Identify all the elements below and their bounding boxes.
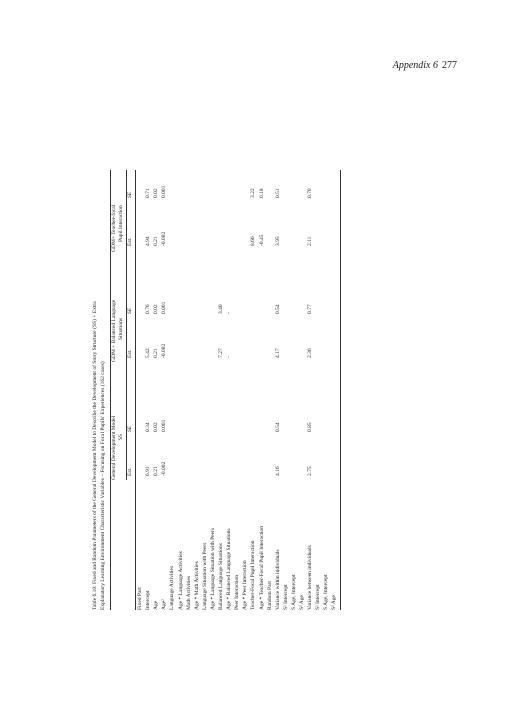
table-cell: 0.21 (153, 348, 160, 358)
table-cell: 0.02 (153, 304, 160, 314)
table-cell: 4.17 (274, 348, 281, 358)
col-header-se: SE (127, 307, 133, 314)
row-label: S² Intercept (282, 584, 289, 610)
table-cell: 2.75 (307, 466, 314, 476)
table-caption-line2: Explanatory Learning Environment Characteristic Variables – Focusing on Focal Pupils' Experiences (162 cases) (100, 361, 106, 610)
row-label: Variance between individuals (307, 545, 314, 610)
table-cell: -0.002 (161, 461, 168, 476)
col-group-gdm-ss: SS (118, 433, 124, 440)
row-label: Age (153, 600, 160, 610)
row-label: S Age, Intercept (290, 574, 297, 610)
row-label: Age² (161, 599, 168, 610)
table-cell: 4.94 (145, 236, 152, 246)
rule-bottom (340, 170, 341, 610)
row-label: S Age, Intercept (323, 574, 330, 610)
rotated-table (91, 110, 491, 610)
row-label: Fixed Part (137, 587, 143, 610)
row-label: Language Situation with Peers (201, 542, 208, 610)
row-label: Age * Peer Interaction (242, 560, 249, 610)
table-cell: 0.51 (274, 188, 281, 198)
row-label: Random Part (266, 581, 273, 610)
col-header-se: SE (127, 425, 133, 432)
col-header-est: Est. (127, 349, 133, 358)
row-label: Teacher-Focal Pupil Interaction (250, 540, 257, 610)
rule-header-bottom (135, 170, 136, 610)
table-cell: - (226, 356, 233, 358)
table-cell: 3.40 (218, 304, 224, 314)
table-cell: 3.22 (250, 188, 257, 198)
table-cell: 0.02 (153, 422, 160, 432)
row-label: Intercept (145, 590, 152, 610)
row-label: Balanced Language Situations (218, 543, 224, 610)
table-cell: 0.85 (307, 422, 314, 432)
table-cell: 4.16 (274, 466, 281, 476)
table-cell: 0.70 (307, 188, 314, 198)
col-group-teacher-2: Pupil Interaction (118, 205, 124, 242)
row-label: S² Age (299, 595, 305, 610)
row-label: Variance within individuals (274, 549, 281, 610)
row-label: Age * Math Activities (193, 561, 200, 610)
table-cell: 0.54 (274, 422, 281, 432)
col-header-se: SE (127, 191, 133, 198)
table-cell: -0.002 (161, 343, 168, 358)
table-cell: 5.42 (145, 348, 152, 358)
row-label: Math Activities (185, 575, 192, 610)
table-cell: 0.76 (145, 304, 152, 314)
col-group-gdm: General Development Model (111, 415, 117, 480)
col-group-balanced: GDM + Balanced Language (111, 299, 117, 362)
section-title: Appendix 6 (392, 60, 438, 71)
table-cell: 0.21 (153, 466, 160, 476)
table-caption-line1: Table 6.10: Fixed and Random Parameters of the General Development Model to Describe the Development of Story Structure (SS) + Extra (92, 301, 98, 610)
table-cell: 8.66 (250, 236, 257, 246)
row-label: S² Intercept (315, 584, 322, 610)
table-cell: 0.001 (161, 301, 168, 314)
row-label: Age * Teacher-Focal Pupil Interaction (258, 525, 265, 610)
row-label: S² Age (331, 595, 338, 610)
row-label: Peer Interaction (234, 575, 241, 610)
table-cell: 2.36 (307, 348, 314, 358)
table-cell: 2.11 (307, 236, 314, 246)
rule-mid (126, 170, 127, 480)
table-cell: -0.002 (161, 231, 168, 246)
table-cell: 0.34 (145, 422, 152, 432)
table-cell: -0.45 (258, 234, 265, 246)
row-label: Age * Language Activities (177, 551, 184, 610)
table-cell: 0.71 (145, 188, 152, 198)
table-cell: 7.27 (218, 348, 224, 358)
table-cell: 0.77 (307, 304, 314, 314)
table-cell: - (226, 312, 233, 314)
table-cell: 0.18 (258, 188, 265, 198)
col-header-est: Est. (127, 467, 133, 476)
row-label: Age * Language Situation with Peers (209, 527, 216, 610)
col-group-balanced-2: Situations (118, 317, 124, 340)
table-cell: 6.91 (145, 466, 152, 476)
page-number: 277 (442, 60, 457, 71)
table-cell: 0.54 (274, 304, 281, 314)
table-cell: 0.001 (161, 185, 168, 198)
col-header-est: Est. (127, 237, 133, 246)
table-cell: 0.21 (153, 236, 160, 246)
row-label: Age * Balanced Language Situations (226, 528, 233, 610)
table-cell: 3.95 (274, 236, 281, 246)
row-label: Language Activities (169, 565, 176, 610)
table-cell: 0.02 (153, 188, 160, 198)
col-group-teacher: GDM+ Teacher-focal (111, 204, 117, 252)
table-cell: 0.001 (161, 419, 168, 432)
running-header (393, 60, 457, 71)
